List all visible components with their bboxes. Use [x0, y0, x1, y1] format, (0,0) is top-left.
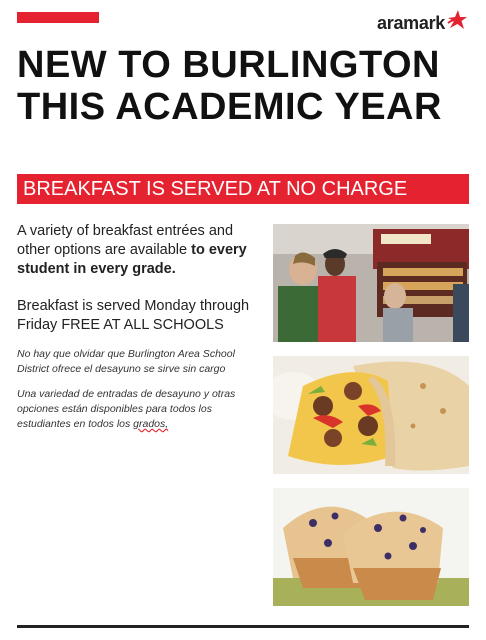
logo-wordmark: aramark: [377, 12, 445, 33]
banner-text: BREAKFAST IS SERVED AT NO CHARGE: [23, 178, 408, 200]
breakfast-burrito-photo: [273, 356, 469, 474]
english-paragraph-1: [17, 222, 257, 279]
english-paragraph-2: Breakfast is served Monday through Friday FREE AT ALL SCHOOLS: [17, 298, 250, 333]
star-icon: [446, 9, 468, 31]
spanish-p2-main: Una variedad de entradas de desayuno y otras opciones están disponibles para todos los estudiantes en todos los: [17, 388, 236, 430]
headline-line-1: NEW TO BURLINGTON: [17, 44, 440, 86]
cafeteria-photo: [273, 224, 469, 342]
spanish-paragraph-2: [17, 387, 257, 432]
spanish-paragraph-1: No hay que olvidar que Burlington Area School District ofrece el desayuno se sirve sin cargo: [17, 348, 235, 375]
text-column: [17, 222, 257, 432]
muffins-photo: [273, 488, 469, 606]
aramark-logo: [377, 10, 468, 36]
bottom-rule: [17, 625, 469, 628]
english-p1-bold: to every student in every grade.: [17, 242, 247, 277]
headline-line-2: THIS ACADEMIC YEAR: [17, 86, 442, 128]
spanish-p2-last: grados,: [133, 418, 169, 430]
top-accent-bar: [17, 12, 99, 23]
red-banner: [17, 174, 469, 204]
page-headline: [17, 44, 477, 128]
english-p1-regular: A variety of breakfast entrées and other options are available: [17, 223, 234, 258]
